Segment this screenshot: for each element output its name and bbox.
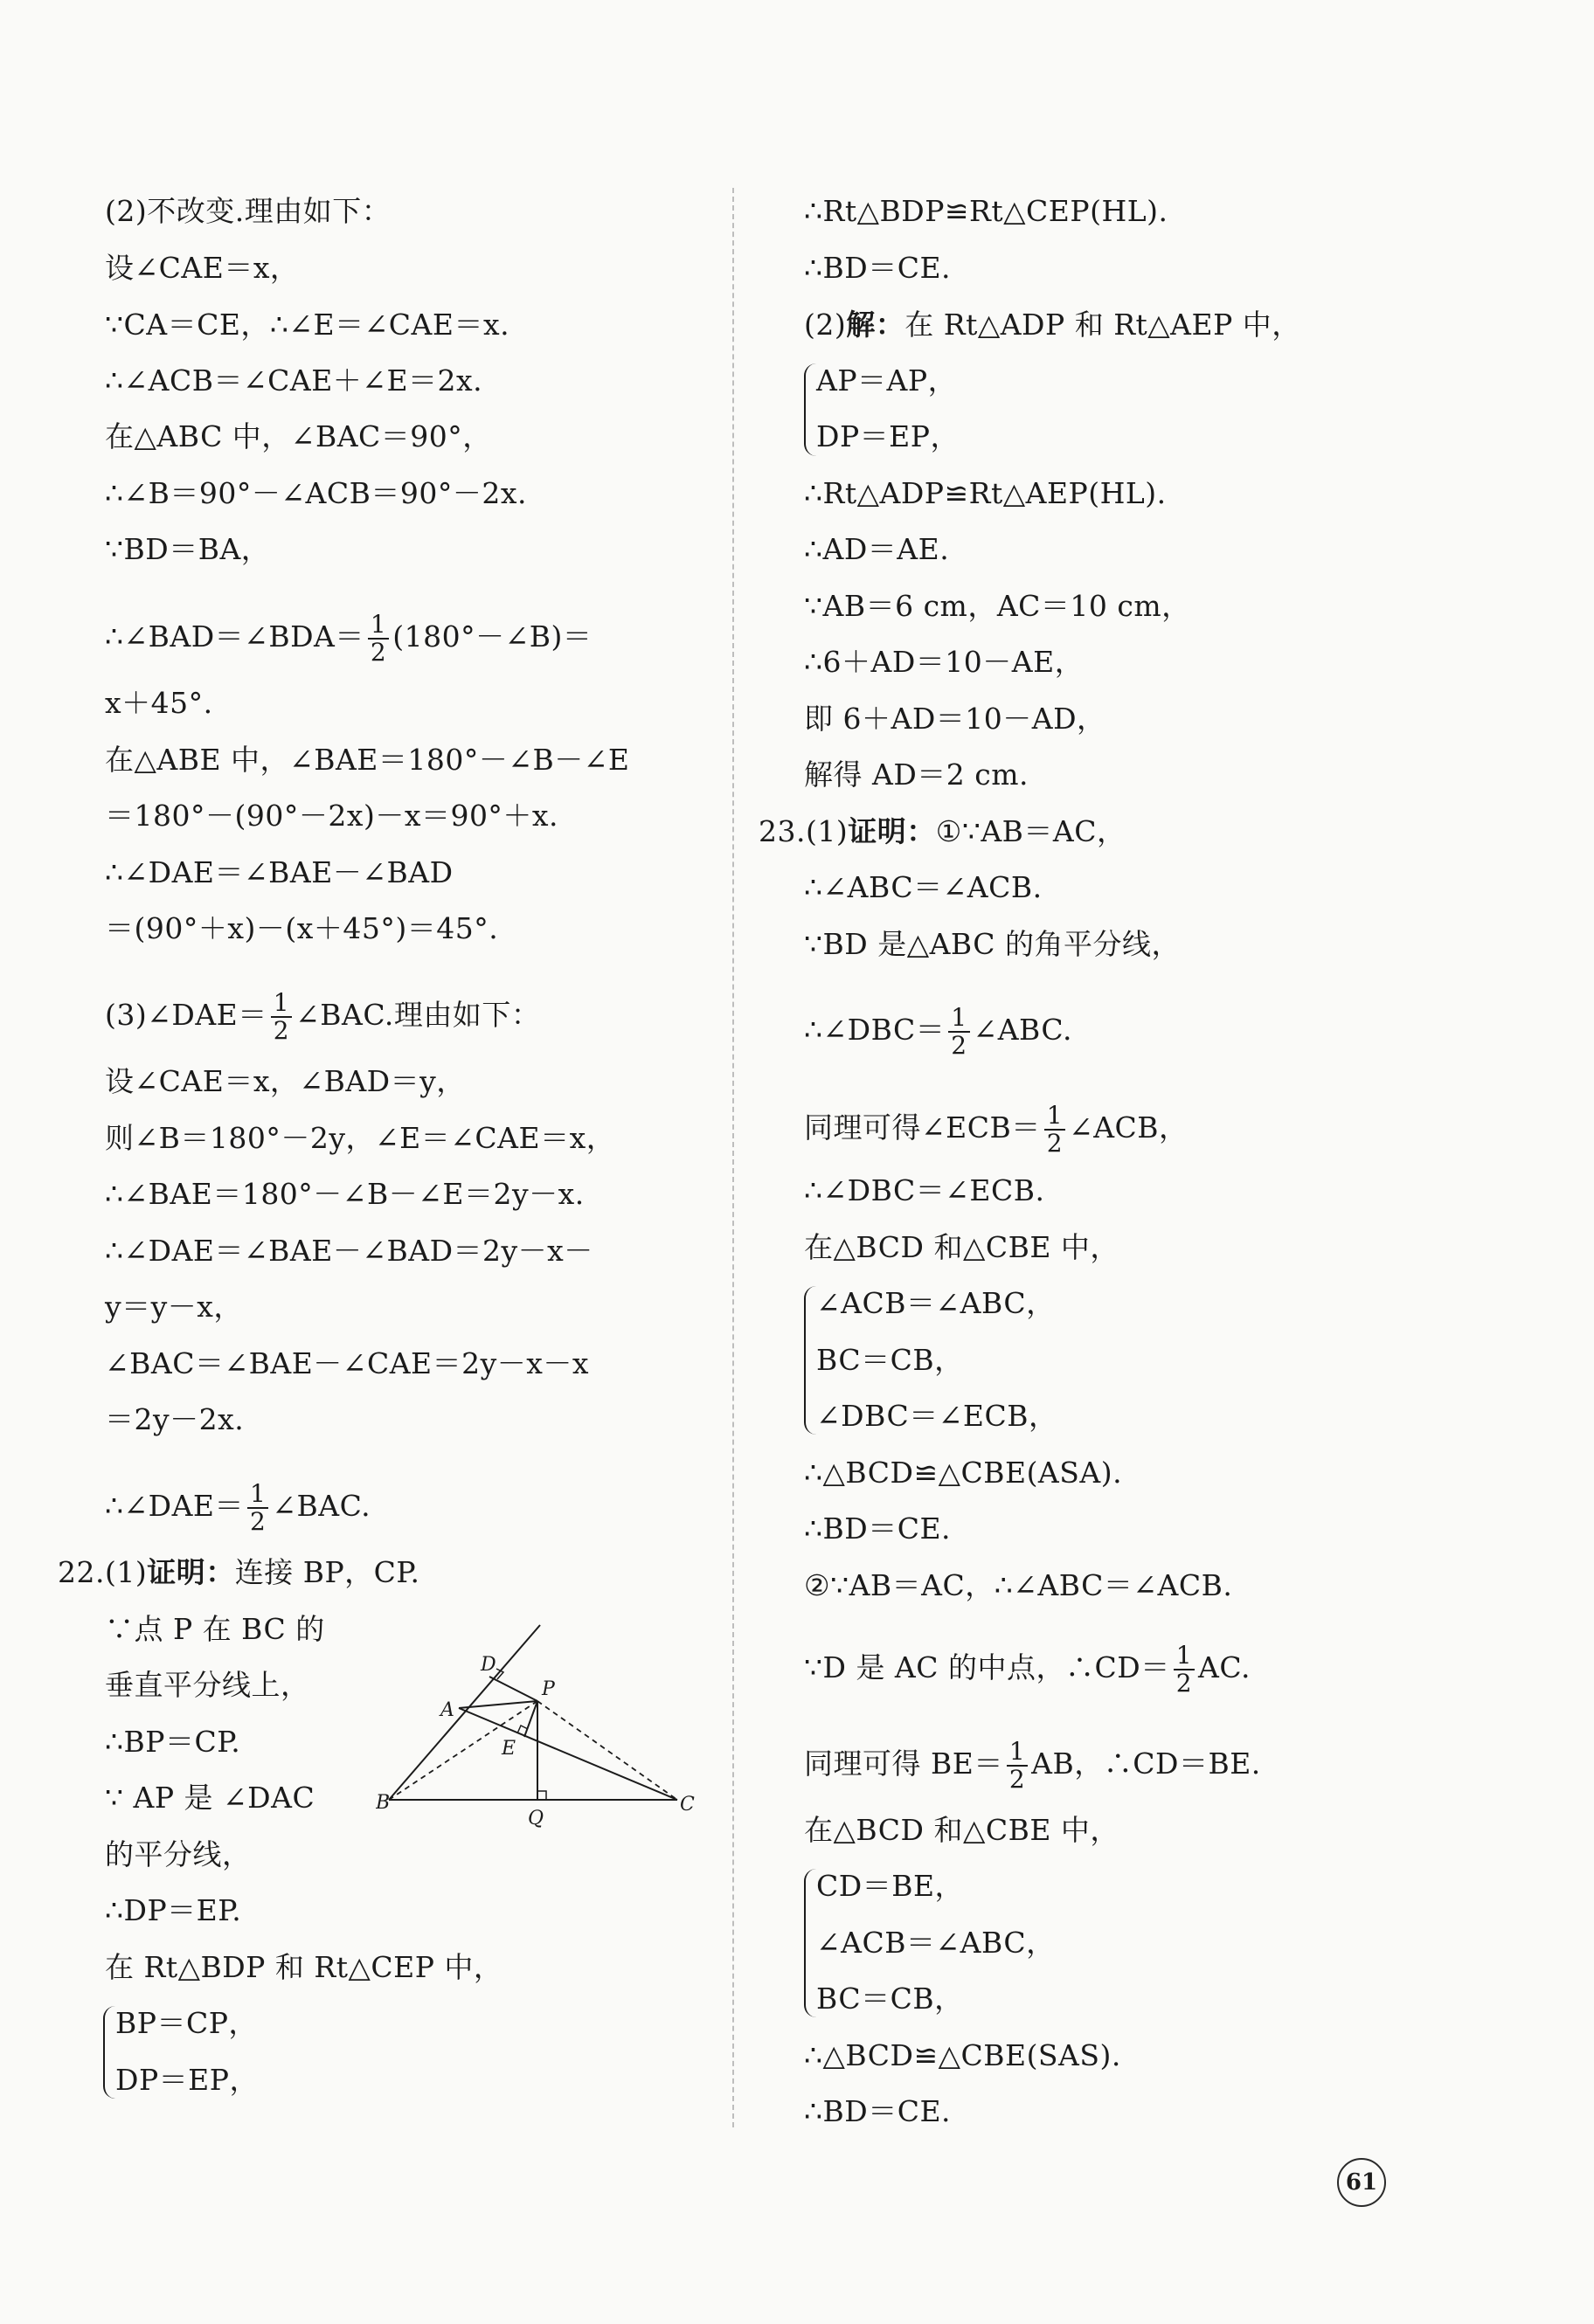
text-segment: ∴∠DBC＝: [804, 1013, 946, 1047]
text-line: 设∠CAE＝x，∠BAD＝y，: [105, 1064, 466, 1098]
text-line: ＝(90°＋x)－(x＋45°)＝45°.: [105, 911, 499, 945]
text-line: ＝180°－(90°－2x)－x＝90°＋x.: [105, 799, 559, 833]
text-line: 则∠B＝180°－2y，∠E＝∠CAE＝x，: [105, 1121, 616, 1155]
denominator: 2: [1046, 1129, 1064, 1158]
numerator: 1: [1044, 1103, 1065, 1131]
proof-label: 证明：: [147, 1555, 235, 1589]
text-segment: (3)∠DAE＝: [105, 998, 267, 1032]
text-segment: 同理可得∠ECB＝: [804, 1110, 1041, 1145]
text-line: BC＝CB，: [816, 1982, 964, 2016]
label-q: Q: [528, 1808, 544, 1829]
text-segment: ∵D 是 AC 的中点，∴CD＝: [804, 1650, 1170, 1684]
denominator: 2: [250, 1507, 267, 1536]
fraction: [1007, 1739, 1028, 1793]
text-line: 垂直平分线上，: [105, 1668, 310, 1702]
text-line: 的平分线，: [105, 1837, 252, 1871]
text-segment: ①∵AB＝AC，: [935, 814, 1126, 848]
text-line: ②∵AB＝AC，∴∠ABC＝∠ACB.: [804, 1568, 1233, 1602]
text-line: AP＝AP，: [816, 363, 958, 398]
numerator: 1: [271, 990, 292, 1018]
fraction: [1044, 1103, 1065, 1157]
text-segment: AC.: [1198, 1650, 1251, 1684]
text-line-with-fraction: [105, 988, 541, 1045]
fraction: [368, 612, 389, 666]
text-line: DP＝EP，: [816, 419, 960, 453]
problem-heading: [759, 814, 1126, 849]
numerator: 1: [1007, 1739, 1028, 1767]
text-line: DP＝EP，: [115, 2063, 259, 2097]
text-line: y＝y－x，: [105, 1290, 243, 1324]
text-line-with-fraction: [804, 1641, 1251, 1698]
text-line: ∵CA＝CE，∴∠E＝∠CAE＝x.: [105, 308, 510, 342]
text-line: ∠ACB＝∠ABC，: [816, 1286, 1056, 1320]
text-line: ∴Rt△ADP≌Rt△AEP(HL).: [804, 476, 1167, 510]
text-line: ∴△BCD≌△CBE(ASA).: [804, 1456, 1123, 1490]
problem-number: 22.(1): [58, 1555, 148, 1589]
text-line: ∴∠ABC＝∠ACB.: [804, 870, 1043, 904]
text-line: BC＝CB，: [816, 1343, 964, 1377]
text-line-with-fraction: [105, 1479, 371, 1536]
text-line: ∴∠BAE＝180°－∠B－∠E＝2y－x.: [105, 1177, 585, 1211]
denominator: 2: [1008, 1765, 1026, 1794]
text-line-with-fraction: [804, 1101, 1189, 1158]
text-segment: ∠ACB，: [1069, 1110, 1189, 1145]
text-line: ∴AD＝AE.: [804, 532, 950, 566]
text-line: ∵BD 是△ABC 的角平分线，: [804, 927, 1182, 961]
label-a: A: [440, 1699, 454, 1721]
line-pe: [524, 1701, 537, 1737]
fraction: [247, 1481, 268, 1535]
text-line: ∴BD＝CE.: [804, 251, 952, 285]
label-p: P: [542, 1678, 555, 1700]
text-line: ∠BAC＝∠BAE－∠CAE＝2y－x－x: [105, 1346, 589, 1380]
numerator: 1: [247, 1481, 268, 1509]
denominator: 2: [370, 638, 387, 667]
label-c: C: [680, 1794, 695, 1816]
text-line: 在 Rt△BDP 和 Rt△CEP 中，: [105, 1950, 503, 1984]
line-bd: [389, 1625, 540, 1800]
text-line: ∴6＋AD＝10－AE，: [804, 645, 1085, 679]
text-segment: AB，∴CD＝BE.: [1031, 1746, 1261, 1781]
column-divider: [732, 188, 734, 2127]
text-line: ∴BP＝CP.: [105, 1725, 241, 1759]
text-segment: 在 Rt△ADP 和 Rt△AEP 中，: [904, 308, 1301, 342]
denominator: 2: [951, 1031, 967, 1060]
fraction: [948, 1005, 969, 1059]
fraction: [1174, 1643, 1195, 1697]
text-line: ∴BD＝CE.: [804, 2094, 952, 2128]
text-line: ∵AB＝6 cm，AC＝10 cm，: [804, 589, 1191, 623]
text-line-with-fraction: [105, 610, 593, 667]
right-angle-mark: [537, 1791, 546, 1800]
text-segment: ∠BAC.理由如下：: [295, 998, 541, 1032]
text-line: BP＝CP，: [115, 2006, 258, 2040]
text-line: ∴∠DBC＝∠ECB.: [804, 1173, 1045, 1207]
problem-number: 23.(1): [759, 814, 849, 848]
denominator: 2: [1175, 1669, 1193, 1698]
numerator: 1: [368, 612, 389, 640]
text-line: ∠DBC＝∠ECB，: [816, 1399, 1058, 1433]
text-line: 在△BCD 和△CBE 中，: [804, 1813, 1119, 1847]
text-line: CD＝BE，: [816, 1869, 965, 1903]
text-line: 设∠CAE＝x，: [105, 251, 300, 285]
denominator: 2: [273, 1016, 290, 1045]
text-segment: ∠BAC.: [272, 1489, 371, 1523]
fraction: [271, 990, 292, 1044]
text-line-with-fraction: [804, 1003, 1072, 1060]
text-line: 即 6＋AD＝10－AD，: [804, 702, 1106, 736]
text-line: ∴∠B＝90°－∠ACB＝90°－2x.: [105, 476, 527, 510]
text-segment: 同理可得 BE＝: [804, 1746, 1003, 1781]
text-line: ∴BD＝CE.: [804, 1511, 952, 1546]
label-e: E: [502, 1738, 516, 1760]
text-line: ∴DP＝EP.: [105, 1893, 242, 1927]
text-line: x＋45°.: [105, 686, 213, 720]
numerator: 1: [948, 1005, 969, 1033]
text-line: 解得 AD＝2 cm.: [804, 757, 1029, 792]
text-line: ∵ AP 是 ∠DAC: [105, 1781, 315, 1815]
geometry-figure: [376, 1608, 708, 1835]
text-line: ∵BD＝BA，: [105, 532, 271, 566]
text-line: ∴∠DAE＝∠BAE－∠BAD: [105, 855, 454, 889]
text-line: ∴∠ACB＝∠CAE＋∠E＝2x.: [105, 363, 483, 398]
page-number: 61: [1337, 2158, 1386, 2207]
text-segment: 连接 BP，CP.: [234, 1555, 420, 1589]
text-segment: ∠ABC.: [973, 1013, 1072, 1047]
label-b: B: [376, 1792, 391, 1814]
line-ac: [459, 1708, 677, 1800]
text-line-with-fraction: [804, 1737, 1261, 1794]
solution-label: 解：: [846, 308, 905, 342]
text-segment: ∴∠DAE＝: [105, 1489, 245, 1523]
text-segment: (180°－∠B)＝: [392, 619, 593, 654]
line-pd: [489, 1677, 537, 1701]
text-line: ∵点 P 在 BC 的: [105, 1612, 325, 1646]
text-line: ∴Rt△BDP≌Rt△CEP(HL).: [804, 194, 1168, 228]
text-line: ∴∠DAE＝∠BAE－∠BAD＝2y－x－: [105, 1234, 593, 1268]
numerator: 1: [1174, 1643, 1195, 1670]
proof-label: 证明：: [848, 814, 936, 848]
label-d: D: [481, 1654, 496, 1676]
text-line: ∠ACB＝∠ABC，: [816, 1926, 1056, 1960]
text-line: ∴△BCD≌△CBE(SAS).: [804, 2038, 1121, 2072]
text-line: 在△ABC 中，∠BAC＝90°，: [105, 419, 492, 453]
problem-heading: [58, 1555, 419, 1590]
text-line: 在△BCD 和△CBE 中，: [804, 1230, 1119, 1264]
text-segment: (2): [804, 308, 847, 342]
text-line: ＝2y－2x.: [105, 1402, 245, 1436]
text-segment: ∴∠BAD＝∠BDA＝: [105, 619, 364, 654]
text-line: (2)不改变.理由如下：: [105, 194, 392, 228]
text-line: 在△ABE 中，∠BAE＝180°－∠B－∠E: [105, 743, 630, 777]
text-line: [804, 308, 1301, 342]
